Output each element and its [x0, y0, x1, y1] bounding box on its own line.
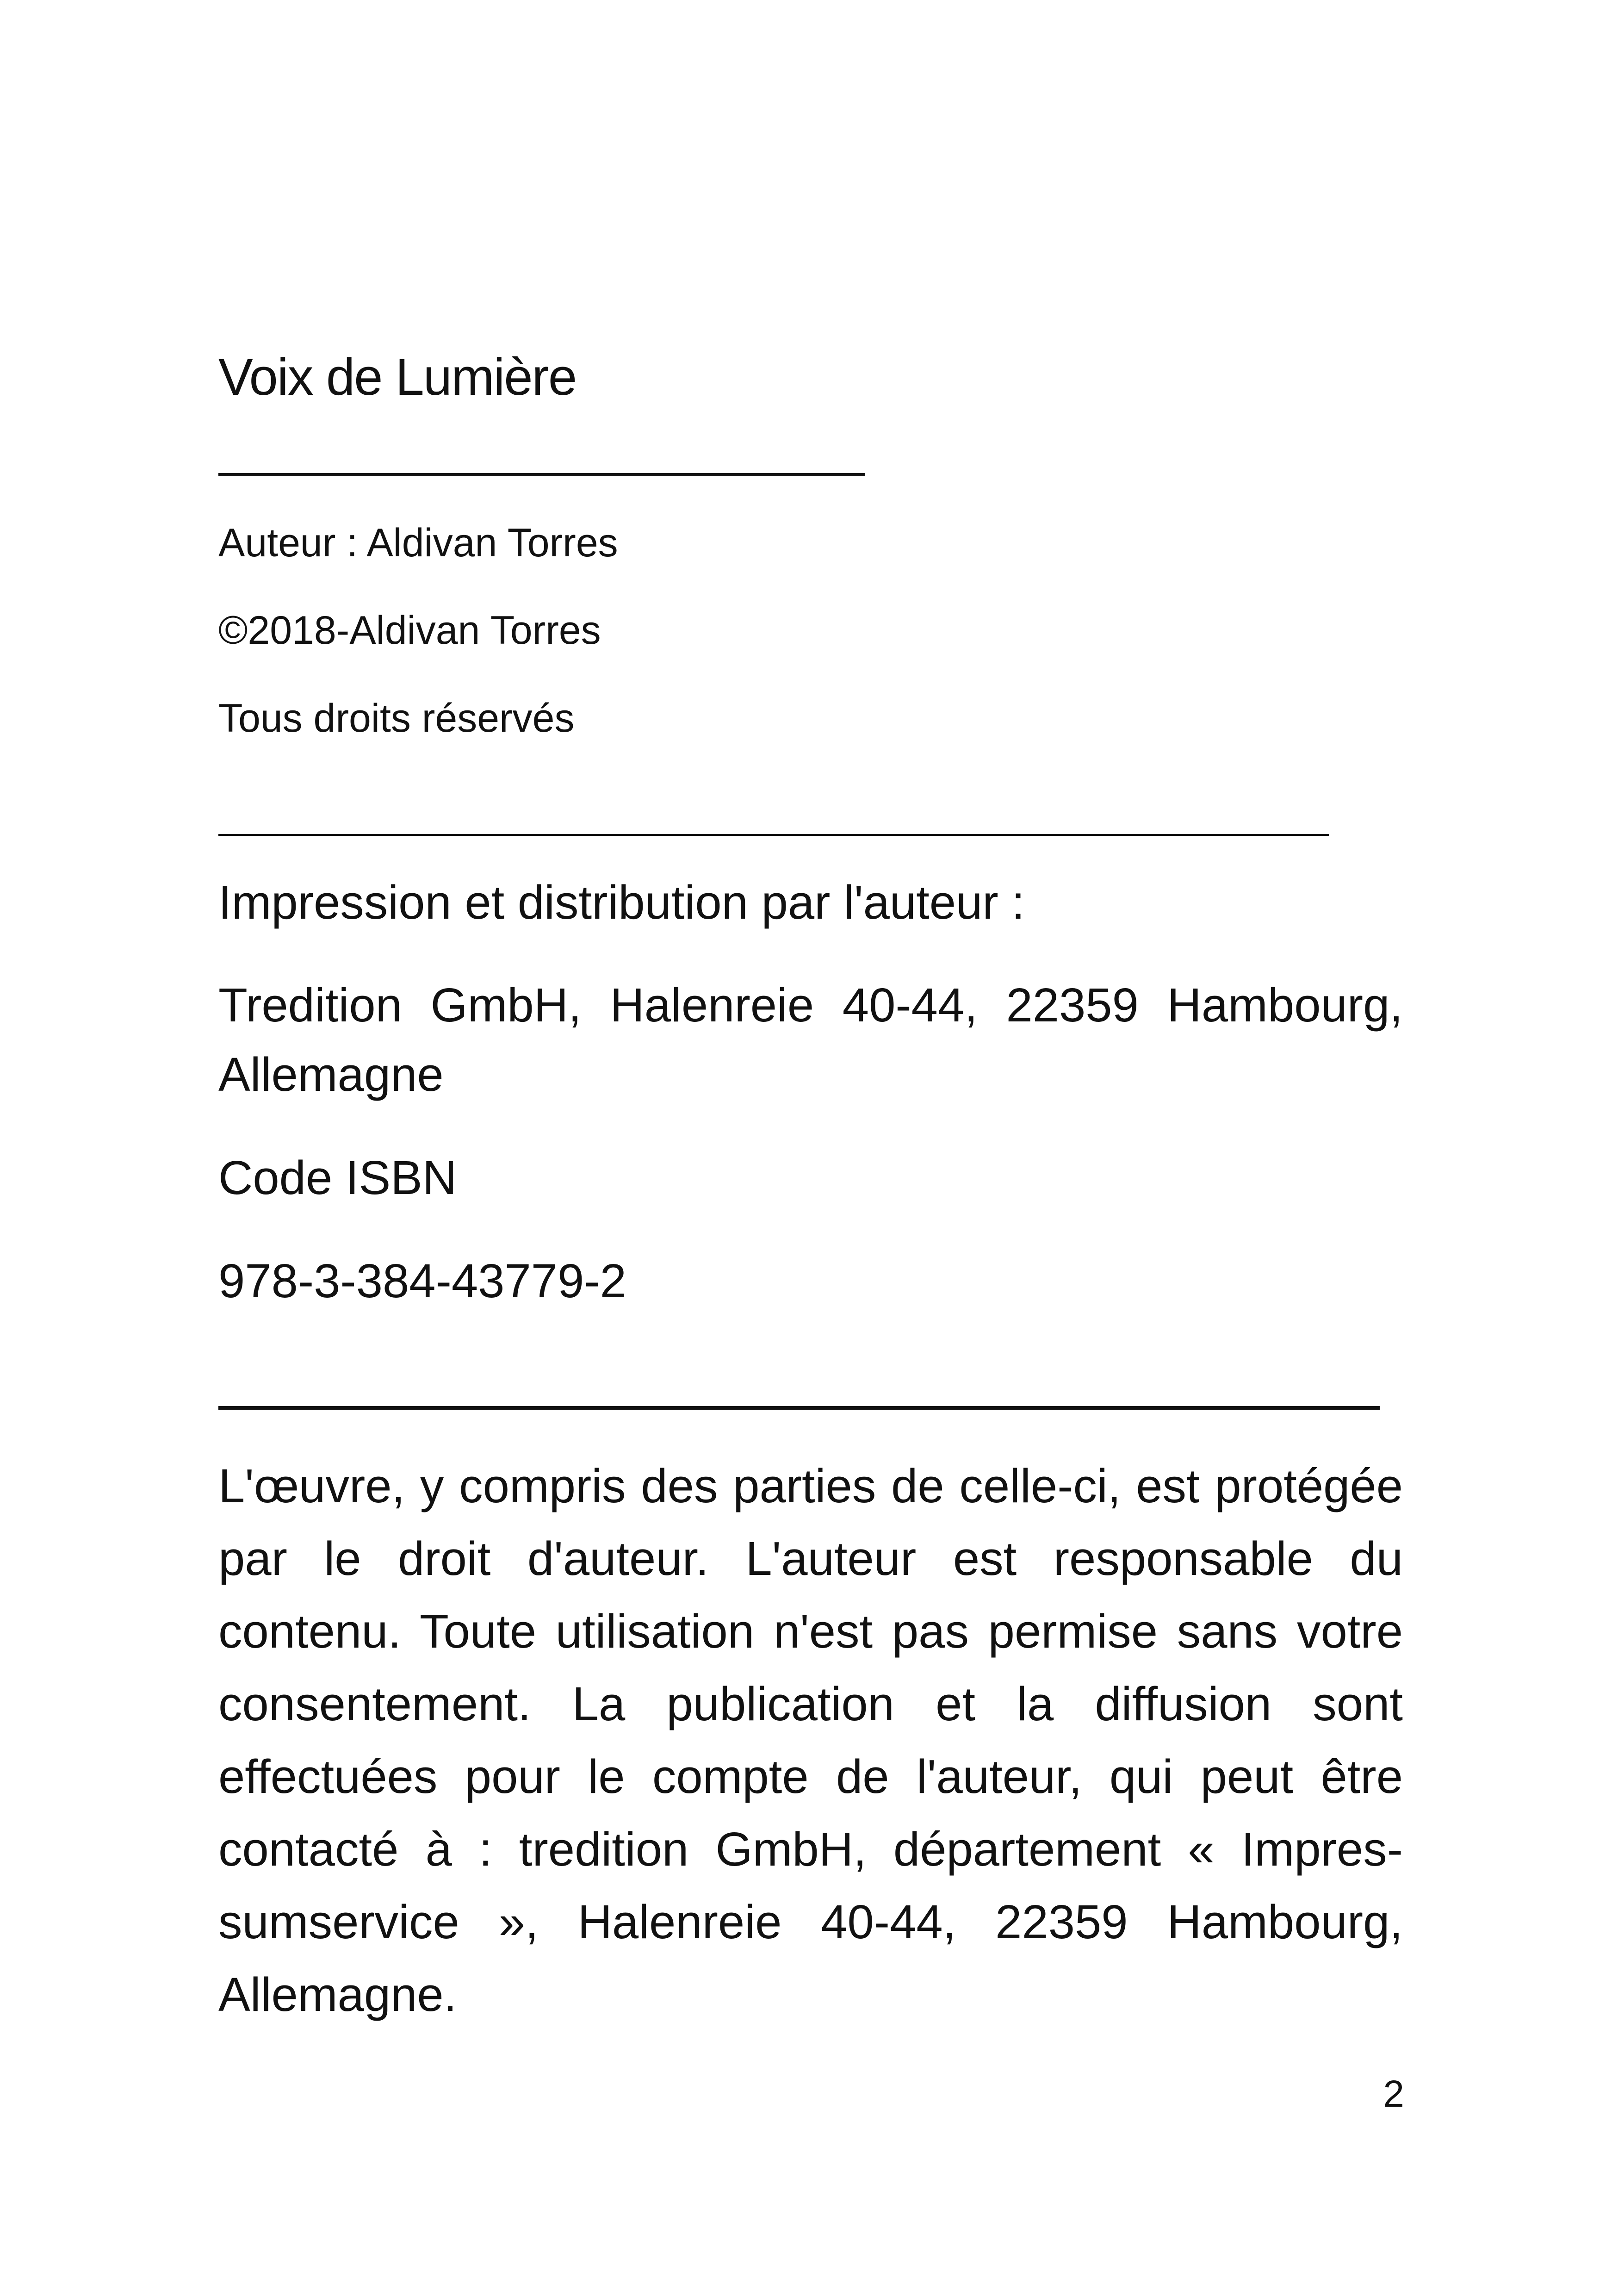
rights-divider: [218, 834, 1329, 836]
page-number: 2: [1383, 2073, 1404, 2115]
publisher-address: Tredition GmbH, Halenreie 40-44, 22359 Hambourg, Allemagne: [218, 978, 1403, 1101]
legal-notice: L'œuvre, y compris des parties de celle-ci, est protégée par le droit d'auteur. L'auteur est responsable du contenu. Toute utilisation n'est pas permise sans votre consentement. La publication et la diffusion sont effectuées pour le compte de l'auteur, qui peut être contacté à : tredition GmbH, département « Impres-sumservice », Halenreie 40-44, 22359 Hambourg, Allemagne.: [218, 1459, 1403, 2021]
title-divider: [218, 473, 865, 476]
copyright-line: ©2018-Aldivan Torres: [218, 608, 601, 653]
isbn-label: Code ISBN: [218, 1151, 457, 1204]
rights-line: Tous droits réservés: [218, 696, 575, 740]
isbn-number: 978-3-384-43779-2: [218, 1254, 626, 1307]
author-line: Auteur : Aldivan Torres: [218, 521, 618, 565]
book-title: Voix de Lumière: [218, 348, 577, 406]
printing-line: Impression et distribution par l'auteur :: [218, 876, 1025, 929]
isbn-divider: [218, 1406, 1380, 1410]
